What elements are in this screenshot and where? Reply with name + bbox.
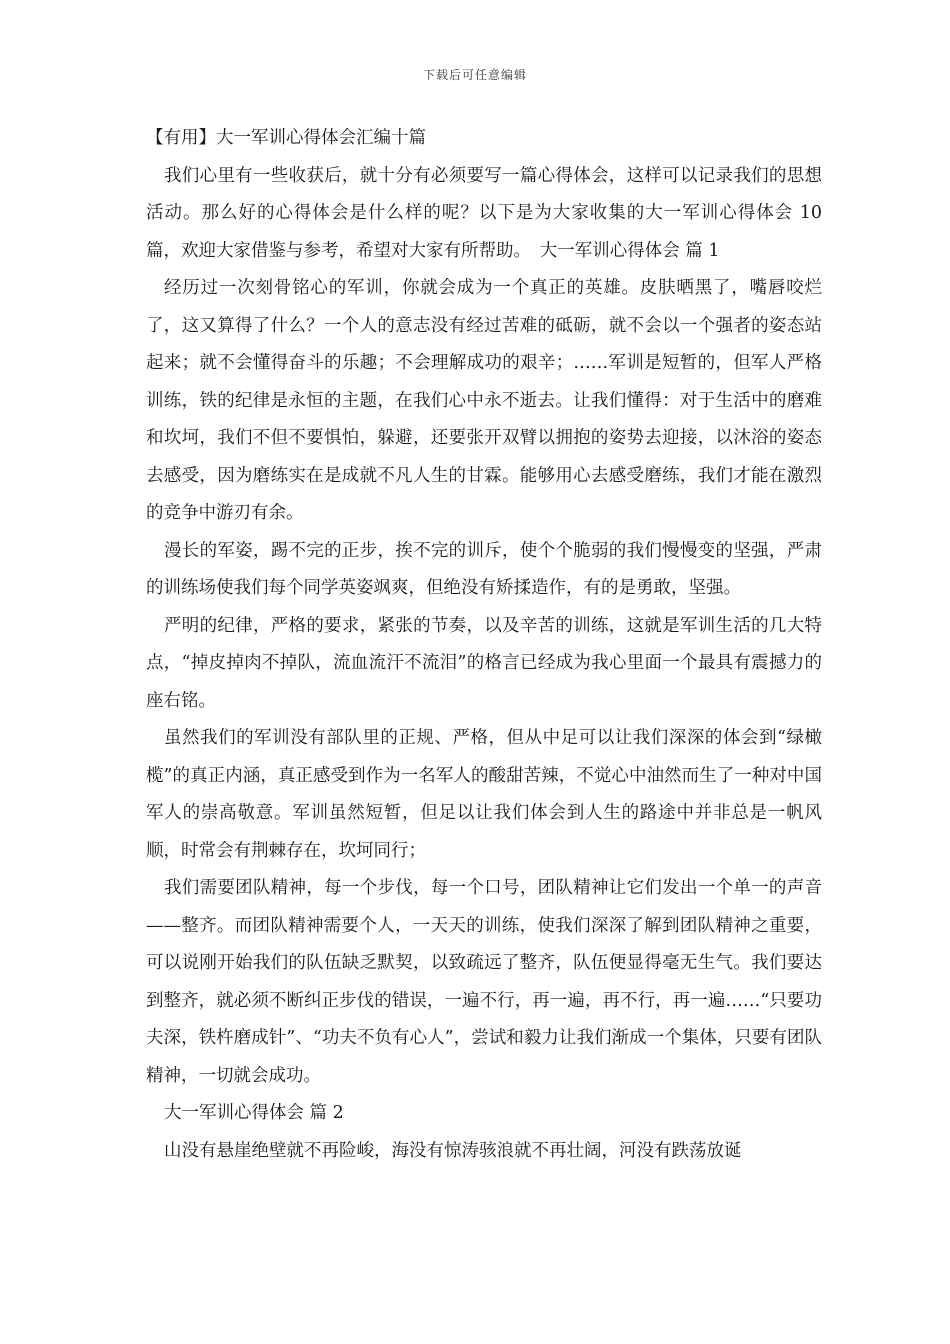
paragraph-4: 虽然我们的军训没有部队里的正规、严格，但从中足可以让我们深深的体会到“绿橄榄”的真正内涵，真正感受到作为一名军人的酸甜苦辣，不觉心中油然而生了一种对中国军人的崇高敬意。军训虽然短暂，但足以让我们体会到人生的路途中并非总是一帆风顺，时常会有荆棘存在，坎坷同行； bbox=[146, 728, 822, 861]
page-header-note: 下载后可任意编辑 bbox=[422, 68, 527, 82]
document-body bbox=[146, 120, 822, 1170]
document-title: 【有用】大一军训心得体会汇编十篇 bbox=[146, 128, 426, 148]
paragraph-2: 漫长的军姿，踢不完的正步，挨不完的训斥，使个个脆弱的我们慢慢变的坚强，严肃的训练场使我们每个同学英姿飒爽，但绝没有矫揉造作，有的是勇敢，坚强。 bbox=[146, 540, 822, 598]
section-heading-2: 大一军训心得体会 篇 2 bbox=[164, 1103, 344, 1123]
paragraph-3: 严明的纪律，严格的要求，紧张的节奏，以及辛苦的训练，这就是军训生活的几大特点，“掉皮掉肉不掉队，流血流汗不流泪”的格言已经成为我心里面一个最具有震撼力的座右铭。 bbox=[146, 615, 822, 711]
paragraph-5: 我们需要团队精神，每一个步伐，每一个口号，团队精神让它们发出一个单一的声音——整齐。而团队精神需要个人，一天天的训练，使我们深深了解到团队精神之重要，可以说刚开始我们的队伍缺乏默契，以致疏远了整齐，队伍便显得毫无生气。我们要达到整齐，就必须不断纠正步伐的错误，一遍不行，再一遍，再不行，再一遍……“只要功夫深，铁杵磨成针”、“功夫不负有心人”，尝试和毅力让我们渐成一个集体，只要有团队精神，一切就会成功。 bbox=[146, 878, 822, 1086]
paragraph-6: 山没有悬崖绝壁就不再险峻，海没有惊涛骇浪就不再壮阔，河没有跌荡放诞 bbox=[164, 1140, 742, 1161]
paragraph-intro: 我们心里有一些收获后，就十分有必须要写一篇心得体会，这样可以记录我们的思想活动。那么好的心得体会是什么样的呢？以下是为大家收集的大一军训心得体会 10 篇，欢迎大家借鉴与参考，希望对大家有所帮助。 大一军训心得体会 篇 1 bbox=[146, 165, 822, 261]
paragraph-1: 经历过一次刻骨铭心的军训，你就会成为一个真正的英雄。皮肤晒黑了，嘴唇咬烂了，这又算得了什么？一个人的意志没有经过苦难的砥砺，就不会以一个强者的姿态站起来；就不会懂得奋斗的乐趣；不会理解成功的艰辛；……军训是短暂的，但军人严格训练，铁的纪律是永恒的主题，在我们心中永不逝去。让我们懂得：对于生活中的磨难和坎坷，我们不但不要惧怕，躲避，还要张开双臂以拥抱的姿势去迎接，以沐浴的姿态去感受，因为磨练实在是成就不凡人生的甘霖。能够用心去感受磨练，我们才能在激烈的竞争中游刃有余。 bbox=[146, 278, 822, 523]
